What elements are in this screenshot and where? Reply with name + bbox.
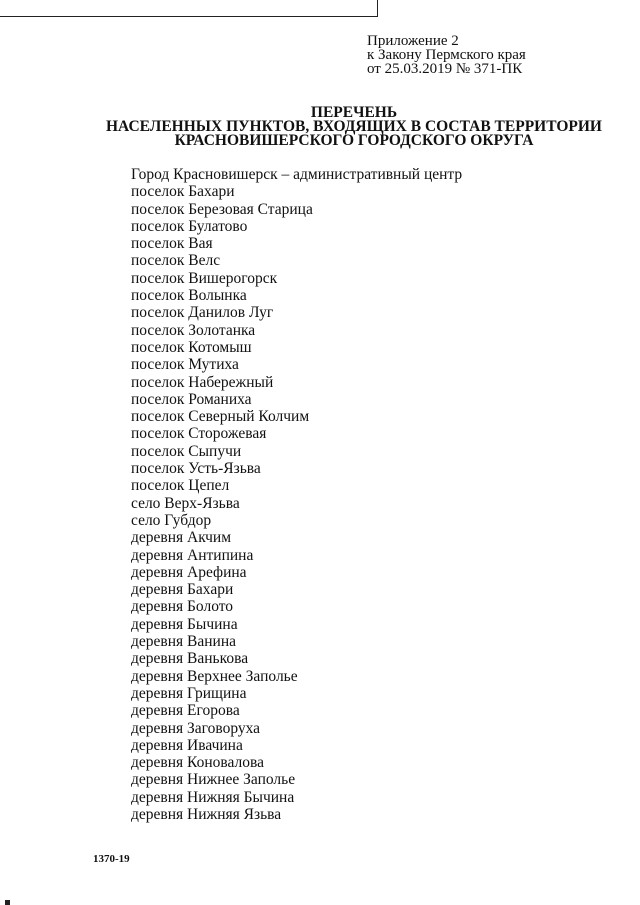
settlement-item: деревня Заговоруха <box>131 719 261 737</box>
appendix-law-date: от 25.03.2019 № 371-ПК <box>367 61 523 77</box>
settlement-item: Город Красновишерск – административный центр <box>131 166 463 183</box>
settlement-item: деревня Бычина <box>131 615 238 633</box>
appendix-number: Приложение 2 <box>367 33 459 49</box>
settlement-item: деревня Егорова <box>131 702 240 720</box>
settlement-item: деревня Арефина <box>131 563 247 581</box>
appendix-law-reference: к Закону Пермского края <box>367 47 526 63</box>
settlement-item: деревня Ивачина <box>131 736 243 754</box>
title-line-1: ПЕРЕЧЕНЬ <box>310 104 398 121</box>
settlement-item: поселок Мутиха <box>131 356 239 374</box>
settlement-item: деревня Нижняя Бычина <box>131 788 295 806</box>
settlement-item: поселок Вишерогорск <box>131 269 278 287</box>
settlement-item: поселок Волынка <box>131 287 247 305</box>
settlement-item: поселок Сторожевая <box>131 425 267 443</box>
settlement-list <box>131 166 462 823</box>
settlement-item: деревня Верхнее Заполье <box>131 667 298 685</box>
settlement-item: деревня Болото <box>131 598 234 616</box>
settlement-item: поселок Булатово <box>131 217 248 235</box>
settlement-item: поселок Усть-Язьва <box>131 460 261 478</box>
settlement-item: деревня Акчим <box>131 529 232 547</box>
settlement-item: деревня Нижняя Язьва <box>131 805 282 823</box>
settlement-item: деревня Антипина <box>131 546 254 564</box>
settlement-item: поселок Золотанка <box>131 321 256 339</box>
bottom-scan-mark <box>5 900 10 905</box>
settlement-item: село Верх-Язьва <box>131 494 240 512</box>
settlement-item: поселок Цепел <box>131 477 230 495</box>
settlement-item: поселок Сыпучи <box>131 442 242 460</box>
settlement-item: поселок Березовая Старица <box>131 200 313 218</box>
settlement-item: поселок Вая <box>131 235 213 253</box>
settlement-item: поселок Велс <box>131 252 221 270</box>
settlement-item: деревня Ванина <box>131 633 236 651</box>
title-line-2: НАСЕЛЕННЫХ ПУНКТОВ, ВХОДЯЩИХ В СОСТАВ ТЕРРИТОРИИ <box>105 118 602 135</box>
settlement-item: деревня Коновалова <box>131 754 264 772</box>
settlement-item: поселок Бахари <box>131 183 235 201</box>
settlement-item: село Губдор <box>131 511 212 529</box>
settlement-item: деревня Ванькова <box>131 650 249 668</box>
settlement-item: поселок Данилов Луг <box>131 304 274 322</box>
settlement-item: поселок Котомыш <box>131 338 252 356</box>
appendix-header <box>367 34 526 76</box>
document-title <box>0 106 640 148</box>
settlement-item: деревня Нижнее Заполье <box>131 771 296 789</box>
settlement-item: деревня Бахари <box>131 581 234 599</box>
settlement-item: деревня Грищина <box>131 684 247 702</box>
document-code: 1370-19 <box>93 853 130 865</box>
settlement-item: поселок Набережный <box>131 373 274 391</box>
settlement-item: поселок Романиха <box>131 390 252 408</box>
top-border-tick <box>377 0 378 17</box>
top-border-line <box>0 16 378 17</box>
title-line-3: КРАСНОВИШЕРСКОГО ГОРОДСКОГО ОКРУГА <box>174 132 534 149</box>
settlement-item: поселок Северный Колчим <box>131 408 310 426</box>
